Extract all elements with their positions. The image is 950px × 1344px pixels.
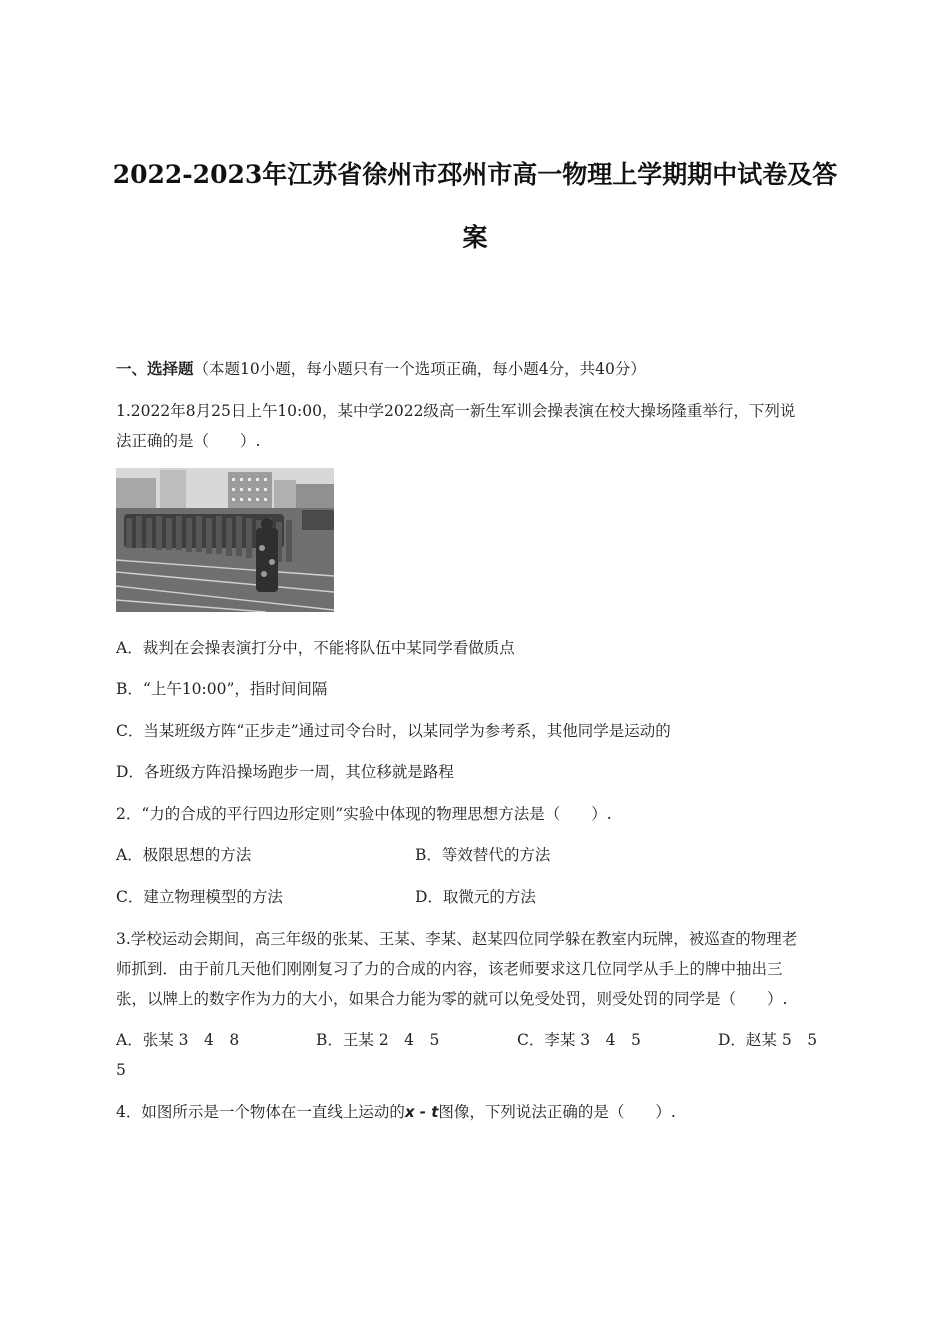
military-training-photo [116,468,334,612]
q1-stem-line1: 1.2022年8月25日上午10:00，某中学2022级高一新生军训会操表演在校大操场隆重举行，下列说 [116,402,796,420]
q2-option-b: B．等效替代的方法 [415,846,551,864]
q4-stem [116,1102,676,1122]
q3-stem-line2: 师抓到．由于前几天他们刚刚复习了力的合成的内容，该老师要求这几位同学从手上的牌中抽出三 [116,960,783,978]
q1-option-b: B．“上午10:00”，指时间间隔 [116,680,328,698]
q4-stem-suffix: 图像，下列说法正确的是（ ）. [438,1103,676,1121]
page-title-line2: 案 [462,223,488,252]
q3-option-d-wrap: 5 [116,1061,126,1079]
q3-option-d: D．赵某 5 5 [718,1031,818,1049]
q4-stem-prefix: 4．如图所示是一个物体在一直线上运动的 [116,1103,405,1121]
q3-option-a: A．张某 3 4 8 [116,1031,240,1049]
q3-option-c: C．李某 3 4 5 [517,1031,641,1049]
section-note: （本题10小题，每小题只有一个选项正确，每小题4分，共40分） [193,360,646,378]
q4-xt-symbol: x - t [404,1103,439,1121]
section-label: 一、选择题 [116,359,194,378]
q3-stem-line3: 张，以牌上的数字作为力的大小，如果合力能为零的就可以免受处罚，则受处罚的同学是（ ）. [116,990,788,1008]
q1-option-d: D．各班级方阵沿操场跑步一周，其位移就是路程 [116,763,454,781]
q1-stem-line2: 法正确的是（ ）. [116,432,261,450]
q2-option-a: A．极限思想的方法 [116,846,252,864]
q1-option-c: C．当某班级方阵“正步走”通过司令台时，以某同学为参考系，其他同学是运动的 [116,722,671,740]
page-title-line1: 2022-2023年江苏省徐州市邳州市高一物理上学期期中试卷及答 [112,160,838,189]
q3-stem-line1: 3.学校运动会期间，高三年级的张某、王某、李某、赵某四位同学躲在教室内玩牌，被巡查的物理老 [116,930,798,948]
q3-option-b: B．王某 2 4 5 [316,1031,440,1049]
q2-stem: 2．“力的合成的平行四边形定则”实验中体现的物理思想方法是（ ）. [116,805,612,823]
q1-option-a: A．裁判在会操表演打分中，不能将队伍中某同学看做质点 [116,639,515,657]
section-header [116,359,646,379]
q2-option-c: C．建立物理模型的方法 [116,888,283,906]
q2-option-d: D．取微元的方法 [415,888,536,906]
